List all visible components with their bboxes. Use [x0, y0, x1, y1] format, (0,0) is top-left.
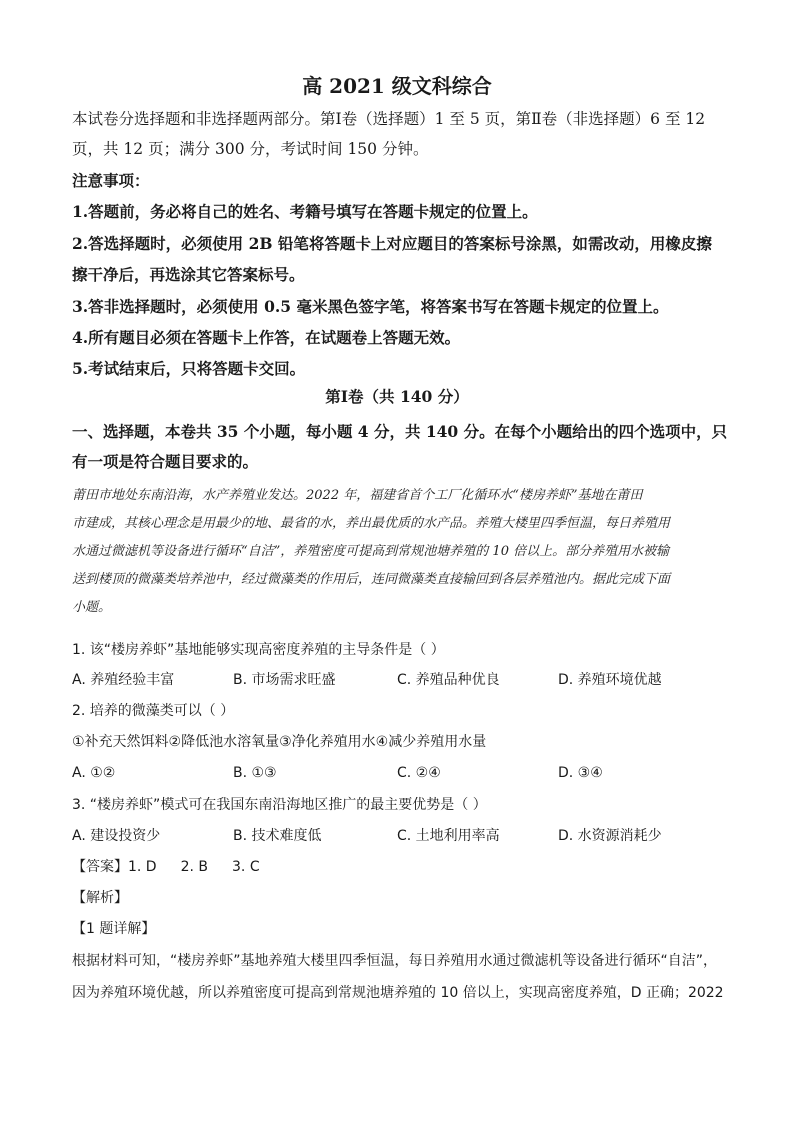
material-line: 市建成，其核心理念是用最少的地、最省的水，养出最优质的水产品。养殖大楼里四季恒温，每日养殖用	[72, 516, 671, 531]
material-line: 小题。	[72, 600, 112, 615]
analysis-line: 因为养殖环境优越，所以养殖密度可提高到常规池塘养殖的 10 倍以上，实现高密度养殖，D 正确；2022	[72, 985, 724, 1001]
answer-item: 1. D	[128, 859, 157, 875]
question-1-option-d[interactable]: D. 养殖环境优越	[558, 672, 662, 688]
material-line: 莆田市地处东南沿海，水产养殖业发达。2022 年，福建省首个工厂化循环水“楼房养虾”基地在莆田	[72, 488, 643, 503]
question-3-stem: 3. “楼房养虾”模式可在我国东南沿海地区推广的最主要优势是（ ）	[72, 797, 487, 813]
question-3-option-b[interactable]: B. 技术难度低	[233, 828, 322, 844]
analysis-label: 【解析】	[72, 890, 128, 906]
material-line: 水通过微滤机等设备进行循环“自洁”，养殖密度可提高到常规池塘养殖的 10 倍以上。部分养殖用水被输	[72, 544, 670, 559]
question-1-option-a[interactable]: A. 养殖经验丰富	[72, 672, 175, 688]
question-3-option-c[interactable]: C. 土地利用率高	[397, 828, 500, 844]
section-instruction-2: 有一项是符合题目要求的。	[72, 452, 259, 471]
note-item: 擦干净后，再选涂其它答案标号。	[72, 265, 305, 284]
analysis-line: 根据材料可知，“楼房养虾”基地养殖大楼里四季恒温，每日养殖用水通过微滤机等设备进行循环“自洁”，	[72, 953, 718, 969]
note-item: 3.答非选择题时，必须使用 0.5 毫米黑色签字笔，将答案书写在答题卡规定的位置上。	[72, 297, 669, 316]
intro-line-1: 本试卷分选择题和非选择题两部分。第Ⅰ卷（选择题）1 至 5 页，第Ⅱ卷（非选择题）6 至 12	[72, 110, 706, 128]
question-1-option-c[interactable]: C. 养殖品种优良	[397, 672, 500, 688]
note-item: 1.答题前，务必将自己的姓名、考籍号填写在答题卡规定的位置上。	[72, 202, 538, 221]
question-2-option-b[interactable]: B. ①③	[233, 765, 277, 781]
notes-heading: 注意事项：	[72, 171, 150, 190]
answer-item: 2. B	[180, 859, 209, 875]
material-line: 送到楼顶的微藻类培养池中，经过微藻类的作用后，连同微藻类直接输回到各层养殖池内。据此完成下面	[72, 572, 671, 587]
section-instruction-1: 一、选择题，本卷共 35 个小题，每小题 4 分，共 140 分。在每个小题给出的四个选项中，只	[72, 422, 728, 441]
question-2-option-a[interactable]: A. ①②	[72, 765, 116, 781]
question-2-stem: 2. 培养的微藻类可以（ ）	[72, 703, 235, 719]
question-1-option-b[interactable]: B. 市场需求旺盛	[233, 672, 336, 688]
question-2-option-c[interactable]: C. ②④	[397, 765, 441, 781]
note-item: 4.所有题目必须在答题卡上作答，在试题卷上答题无效。	[72, 328, 461, 347]
question-2-option-d[interactable]: D. ③④	[558, 765, 603, 781]
question-1-stem: 1. 该“楼房养虾”基地能够实现高密度养殖的主导条件是（ ）	[72, 642, 445, 658]
question-3-option-d[interactable]: D. 水资源消耗少	[558, 828, 662, 844]
section-title: 第Ⅰ卷（共 140 分）	[325, 387, 469, 406]
intro-line-2: 页，共 12 页；满分 300 分，考试时间 150 分钟。	[72, 140, 429, 158]
question-2-statements: ①补充天然饵料②降低池水溶氧量③净化养殖用水④减少养殖用水量	[72, 734, 487, 750]
answer-item: 3. C	[232, 859, 260, 875]
note-item: 2.答选择题时，必须使用 2B 铅笔将答题卡上对应题目的答案标号涂黑，如需改动，用橡皮擦	[72, 234, 712, 253]
answer-label: 【答案】	[72, 859, 128, 875]
note-item: 5.考试结束后，只将答题卡交回。	[72, 359, 306, 378]
answer-row	[72, 857, 260, 877]
analysis-detail-label: 【1 题详解】	[72, 921, 156, 937]
question-3-option-a[interactable]: A. 建设投资少	[72, 828, 161, 844]
exam-title: 高 2021 级文科综合	[302, 74, 492, 98]
